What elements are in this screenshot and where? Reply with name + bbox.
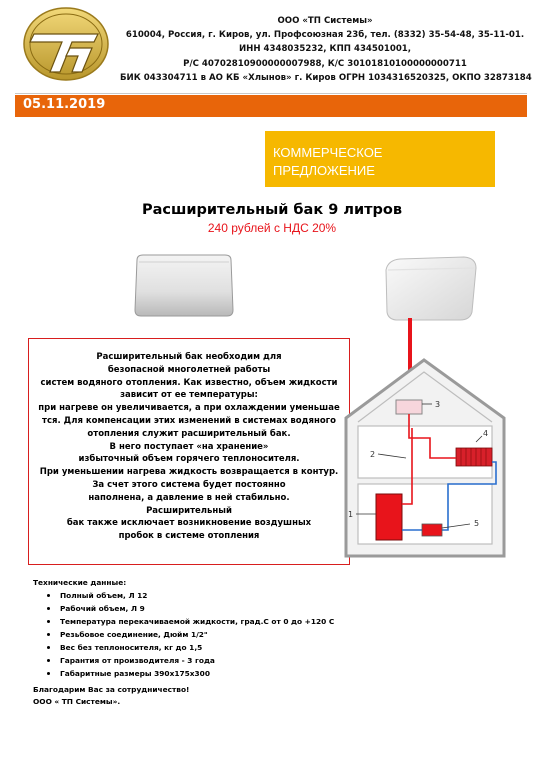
company-name: ООО «ТП Системы» [277, 16, 373, 26]
diagram-label-4: 4 [483, 429, 489, 438]
diagram-label-2: 2 [370, 450, 376, 459]
signature-company: ООО « ТП Системы». [33, 697, 121, 706]
description-line: при нагреве он увеличивается, а при охлаждении уменьшае [38, 403, 340, 414]
thanks-line: Благодарим Вас за сотрудничество! [33, 685, 190, 694]
tech-data-list [33, 589, 393, 680]
company-inn: ИНН 4348035232, КПП 434501001, [238, 44, 412, 55]
header-divider [15, 93, 527, 94]
bullet-icon [47, 646, 50, 649]
bullet-icon [47, 659, 50, 662]
offer-banner [265, 131, 495, 187]
bullet-icon [47, 620, 50, 623]
bullet-icon [47, 633, 50, 636]
description-line: Расширительный [146, 505, 232, 516]
list-item: Гарантия от производителя - 3 года [33, 654, 393, 667]
date-bar [15, 95, 527, 117]
diagram-label-3: 3 [435, 400, 441, 409]
description-line: За счет этого система будет постоянно [92, 479, 286, 490]
closing-text [33, 684, 189, 708]
description-line: безопасной многолетней работы [107, 364, 271, 375]
expansion-tank [396, 400, 422, 414]
description-line: бак также исключает возникновение воздушных [66, 518, 312, 529]
description-line: Расширительный бак необходим для [96, 352, 282, 362]
description-line: систем водяного отопления. Как известно, объем жидкости [40, 377, 338, 388]
document-date: 05.11.2019 [23, 97, 106, 112]
offer-line-1: КОММЕРЧЕСКОЕ [273, 145, 383, 160]
company-requisites [120, 14, 530, 85]
pump [422, 524, 442, 536]
heating-system-diagram [336, 318, 516, 568]
bullet-icon [47, 594, 50, 597]
company-logo [20, 4, 112, 84]
tank-image-front [133, 254, 235, 318]
list-item: Температура перекачиваемой жидкости, град.С от 0 до +120 С [33, 615, 393, 628]
list-item: Вес без теплоносителя, кг до 1,5 [33, 641, 393, 654]
description-line: зависит от ее температуры: [120, 390, 258, 401]
description-text [28, 351, 350, 543]
bullet-icon [47, 607, 50, 610]
list-item: Рабочий объем, Л 9 [33, 602, 393, 615]
tech-data-title: Технические данные: [33, 578, 127, 587]
company-account: Р/С 40702810900000007988, К/С 30101810100000000711 [183, 58, 467, 69]
description-line: пробок в системе отопления [118, 531, 260, 542]
description-line: При уменьшении нагрева жидкость возвращается в контур. [39, 467, 339, 478]
list-item: Резьбовое соединение, Дюйм 1/2" [33, 628, 393, 641]
tank-image-angle [380, 252, 480, 322]
description-line: наполнена, а давление в ней стабильно. [88, 492, 290, 503]
description-line: отопления служит расширительный бак. [87, 428, 291, 439]
description-line: избыточный объем горячего теплоносителя. [78, 454, 300, 465]
boiler [376, 494, 402, 540]
offer-line-2: ПРЕДЛОЖЕНИЕ [273, 163, 375, 178]
company-address: 610004, Россия, г. Киров, ул. Профсоюзная 23б, тел. (8332) 35-54-48, 35-11-01. [125, 30, 525, 41]
company-bank: БИК 043304711 в АО КБ «Хлынов» г. Киров ОГРН 1034316520325, ОКПО 32873184 [120, 72, 532, 83]
list-item: Габаритные размеры 390х175х300 [33, 667, 393, 680]
product-price: 240 рублей с НДС 20% [207, 221, 337, 235]
bullet-icon [47, 672, 50, 675]
diagram-label-5: 5 [474, 519, 480, 528]
list-item: Полный объем, Л 12 [33, 589, 393, 602]
radiator [456, 448, 492, 466]
diagram-label-1: 1 [348, 510, 354, 519]
description-line: В него поступает «на хранение» [109, 441, 269, 452]
description-line: тся. Для компенсации этих изменений в системах водяного [42, 415, 336, 426]
product-title: Расширительный бак 9 литров [141, 202, 403, 218]
